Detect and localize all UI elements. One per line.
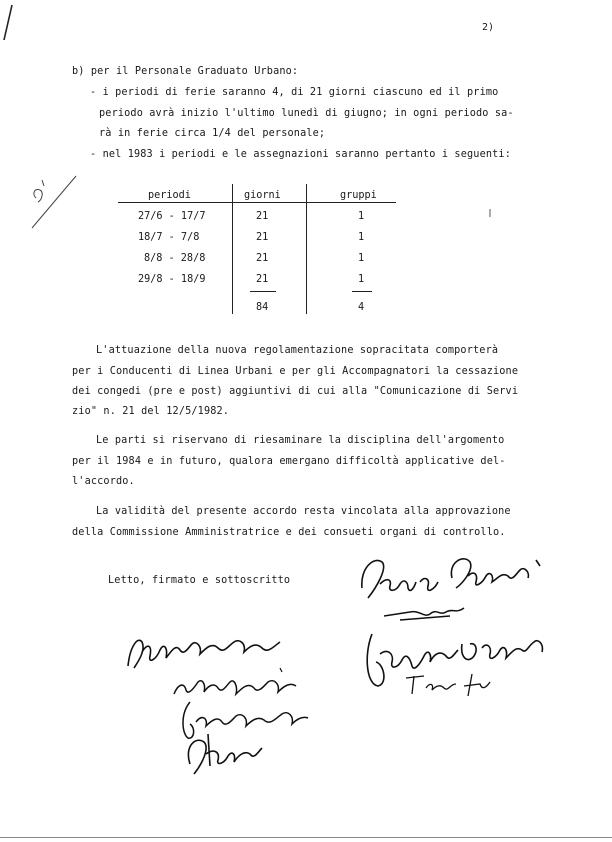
para-2-line-3: l'accordo.: [72, 476, 135, 487]
table-cell-giorni: 21: [256, 232, 269, 243]
para-2-line-1: Le parti si riservano di riesaminare la disciplina dell'argomento: [96, 435, 505, 446]
bullet-2: - nel 1983 i periodi e le assegnazioni saranno pertanto i seguenti:: [90, 149, 511, 160]
table-cell-periodo: 8/8 - 28/8: [144, 253, 206, 264]
table-header-periodi: periodi: [148, 190, 191, 201]
para-1-line-2: per i Conducenti di Linea Urbani e per gli Accompagnatori la cessazione: [72, 366, 519, 377]
signature-7: [176, 694, 316, 784]
table-header-giorni: giorni: [244, 190, 281, 201]
bullet-1-line-1: - i periodi di ferie saranno 4, di 21 giorni ciascuno ed il primo: [90, 87, 499, 98]
table-cell-gruppi: 1: [358, 211, 365, 222]
giorni-sum-rule: [250, 291, 276, 292]
table-cell-giorni: 21: [256, 274, 269, 285]
table-cell-giorni: 21: [256, 211, 269, 222]
para-3-line-1: La validità del presente accordo resta vincolata alla approvazione: [96, 506, 511, 517]
signature-4: [402, 670, 502, 700]
table-cell-gruppi: 1: [358, 274, 365, 285]
section-heading: b) per il Personale Graduato Urbano:: [72, 66, 299, 77]
table-cell-gruppi: 1: [358, 253, 365, 264]
para-1-line-1: L'attuazione della nuova regolamentazione sopracitata comporterà: [96, 345, 499, 356]
page-number: 2): [482, 22, 495, 33]
table-cell-periodo: 29/8 - 18/9: [138, 274, 206, 285]
para-3-line-2: della Commissione Amministratrice e dei consueti organi di controllo.: [72, 527, 506, 538]
total-giorni: 84: [256, 302, 269, 313]
corner-mark: [2, 4, 14, 46]
table-cell-gruppi: 1: [358, 232, 365, 243]
para-2-line-2: per il 1984 e in futuro, qualora emergano difficoltà applicative del-: [72, 456, 506, 467]
para-1-line-3: dei congedi (pre e post) aggiuntivi di cui alla "Comunicazione di Servi: [72, 386, 519, 397]
table-cell-periodo: 27/6 - 17/7: [138, 211, 206, 222]
bottom-edge-rule: [0, 837, 612, 838]
table-cell-periodo: 18/7 - 7/8: [138, 232, 200, 243]
total-gruppi: 4: [358, 302, 365, 313]
table-cell-giorni: 21: [256, 253, 269, 264]
gruppi-sum-rule: [352, 291, 372, 292]
closing-text: Letto, firmato e sottoscritto: [108, 575, 291, 586]
table-column-rule-2: [306, 184, 307, 314]
scan-speck: [488, 202, 492, 221]
bullet-1-line-2: periodo avrà inizio l'ultimo lunedì di giugno; in ogni periodo sa-: [99, 108, 514, 119]
table-header-rule: [118, 202, 396, 203]
table-column-rule-1: [232, 184, 233, 314]
table-header-gruppi: gruppi: [340, 190, 377, 201]
bullet-1-line-3: rà in ferie circa 1/4 del personale;: [99, 128, 326, 139]
para-1-line-4: zio" n. 21 del 12/5/1982.: [72, 406, 230, 417]
margin-pencil-mark: [28, 172, 80, 234]
